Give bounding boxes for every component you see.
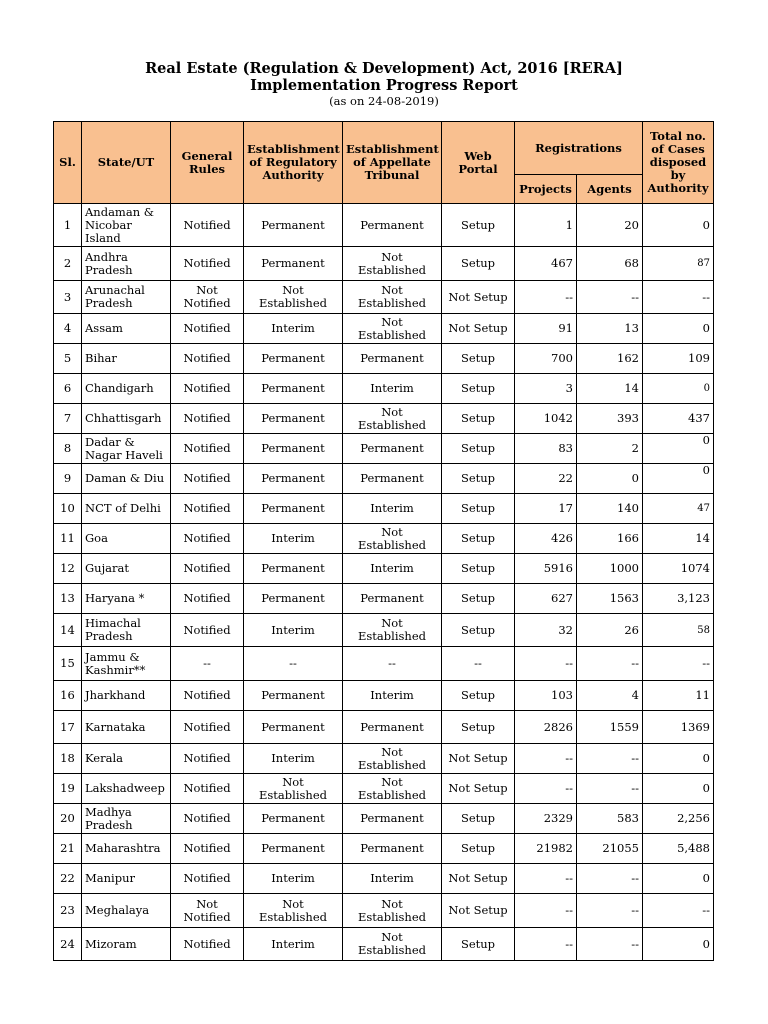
row-projects: 3: [515, 374, 577, 404]
table-row: [54, 524, 714, 554]
row-agents: 1000: [577, 554, 643, 584]
row-projects: 91: [515, 314, 577, 344]
row-projects: 426: [515, 524, 577, 554]
row-web-portal: Setup: [442, 554, 515, 584]
row-general-rules: Notified: [171, 314, 244, 344]
row-regulatory-authority: Interim: [244, 524, 343, 554]
row-cases-disposed: 58: [643, 614, 714, 647]
row-appellate-tribunal: Not Established: [343, 928, 442, 961]
row-web-portal: Setup: [442, 204, 515, 247]
row-appellate-tribunal: --: [343, 647, 442, 681]
table-row: [54, 464, 714, 494]
row-projects: 103: [515, 681, 577, 711]
row-projects: 1: [515, 204, 577, 247]
row-web-portal: Setup: [442, 834, 515, 864]
report-title: Real Estate (Regulation & Development) Act, 2016 [RERA]: [145, 60, 623, 77]
row-projects: --: [515, 928, 577, 961]
row-appellate-tribunal: Permanent: [343, 464, 442, 494]
table-body: [54, 204, 714, 961]
row-cases-disposed: 0: [643, 774, 714, 804]
row-web-portal: Setup: [442, 681, 515, 711]
row-general-rules: Notified: [171, 711, 244, 744]
row-projects: 22: [515, 464, 577, 494]
row-general-rules: Notified: [171, 554, 244, 584]
row-agents: 162: [577, 344, 643, 374]
row-sl: 4: [54, 314, 82, 344]
row-web-portal: Setup: [442, 344, 515, 374]
row-appellate-tribunal: Not Established: [343, 894, 442, 928]
row-projects: 32: [515, 614, 577, 647]
row-appellate-tribunal: Interim: [343, 681, 442, 711]
row-sl: 9: [54, 464, 82, 494]
report-subtitle: Implementation Progress Report: [250, 77, 518, 94]
row-sl: 24: [54, 928, 82, 961]
table-row: [54, 247, 714, 281]
row-cases-disposed: 437: [643, 404, 714, 434]
row-agents: 21055: [577, 834, 643, 864]
row-general-rules: Not Notified: [171, 281, 244, 314]
row-web-portal: Setup: [442, 804, 515, 834]
header-appellate-tribunal: Establishment of Appellate Tribunal: [343, 122, 442, 204]
row-cases-disposed: 87: [643, 247, 714, 281]
row-state: NCT of Delhi: [82, 494, 171, 524]
row-regulatory-authority: Not Established: [244, 281, 343, 314]
row-regulatory-authority: Interim: [244, 744, 343, 774]
table-row: [54, 344, 714, 374]
row-appellate-tribunal: Not Established: [343, 524, 442, 554]
row-cases-disposed: --: [643, 647, 714, 681]
table-row: [54, 834, 714, 864]
row-regulatory-authority: Interim: [244, 864, 343, 894]
row-sl: 6: [54, 374, 82, 404]
row-state: Mizoram: [82, 928, 171, 961]
table-row: [54, 928, 714, 961]
row-state: Goa: [82, 524, 171, 554]
row-state: Chandigarh: [82, 374, 171, 404]
row-appellate-tribunal: Interim: [343, 494, 442, 524]
row-regulatory-authority: Interim: [244, 314, 343, 344]
row-general-rules: Notified: [171, 614, 244, 647]
row-sl: 22: [54, 864, 82, 894]
row-cases-disposed: 1074: [643, 554, 714, 584]
table-row: [54, 614, 714, 647]
row-regulatory-authority: Permanent: [244, 681, 343, 711]
row-web-portal: Setup: [442, 464, 515, 494]
row-general-rules: Notified: [171, 681, 244, 711]
row-appellate-tribunal: Interim: [343, 374, 442, 404]
table-row: [54, 554, 714, 584]
row-agents: --: [577, 894, 643, 928]
row-state: Lakshadweep: [82, 774, 171, 804]
row-projects: 627: [515, 584, 577, 614]
row-cases-disposed: 0: [643, 204, 714, 247]
header-agents: Agents: [577, 175, 643, 204]
row-appellate-tribunal: Not Established: [343, 281, 442, 314]
header-sl: Sl.: [54, 122, 82, 204]
row-agents: --: [577, 647, 643, 681]
row-agents: 14: [577, 374, 643, 404]
row-web-portal: Not Setup: [442, 894, 515, 928]
row-web-portal: Not Setup: [442, 774, 515, 804]
row-sl: 8: [54, 434, 82, 464]
table-row: [54, 404, 714, 434]
row-cases-disposed: 0: [643, 864, 714, 894]
row-sl: 23: [54, 894, 82, 928]
row-regulatory-authority: Interim: [244, 928, 343, 961]
table-row: [54, 894, 714, 928]
row-cases-disposed: --: [643, 894, 714, 928]
row-regulatory-authority: Not Established: [244, 774, 343, 804]
table-row: [54, 374, 714, 404]
row-web-portal: Not Setup: [442, 314, 515, 344]
header-regulatory-authority: Establishment of Regulatory Authority: [244, 122, 343, 204]
row-agents: 2: [577, 434, 643, 464]
row-appellate-tribunal: Permanent: [343, 834, 442, 864]
row-regulatory-authority: Not Established: [244, 894, 343, 928]
row-agents: 166: [577, 524, 643, 554]
row-agents: --: [577, 281, 643, 314]
row-state: Maharashtra: [82, 834, 171, 864]
row-agents: 26: [577, 614, 643, 647]
row-regulatory-authority: Permanent: [244, 434, 343, 464]
row-general-rules: Notified: [171, 584, 244, 614]
row-agents: --: [577, 864, 643, 894]
row-state: Daman & Diu: [82, 464, 171, 494]
row-state: Assam: [82, 314, 171, 344]
row-regulatory-authority: Permanent: [244, 711, 343, 744]
row-web-portal: Setup: [442, 584, 515, 614]
report-title-block: [0, 60, 768, 108]
row-sl: 5: [54, 344, 82, 374]
row-cases-disposed: 1369: [643, 711, 714, 744]
row-general-rules: Notified: [171, 434, 244, 464]
row-sl: 16: [54, 681, 82, 711]
row-regulatory-authority: Permanent: [244, 494, 343, 524]
row-state: Arunachal Pradesh: [82, 281, 171, 314]
row-sl: 14: [54, 614, 82, 647]
row-sl: 15: [54, 647, 82, 681]
row-agents: 140: [577, 494, 643, 524]
row-web-portal: Setup: [442, 524, 515, 554]
row-appellate-tribunal: Interim: [343, 864, 442, 894]
row-cases-disposed: 0: [643, 314, 714, 344]
table-row: [54, 647, 714, 681]
row-web-portal: Setup: [442, 404, 515, 434]
row-general-rules: Notified: [171, 247, 244, 281]
row-projects: 21982: [515, 834, 577, 864]
header-projects: Projects: [515, 175, 577, 204]
row-web-portal: Setup: [442, 434, 515, 464]
row-projects: --: [515, 281, 577, 314]
row-regulatory-authority: Permanent: [244, 344, 343, 374]
row-agents: --: [577, 928, 643, 961]
row-cases-disposed: 2,256: [643, 804, 714, 834]
row-general-rules: Notified: [171, 374, 244, 404]
row-sl: 10: [54, 494, 82, 524]
row-appellate-tribunal: Permanent: [343, 584, 442, 614]
table-row: [54, 584, 714, 614]
row-general-rules: Notified: [171, 404, 244, 434]
row-projects: 1042: [515, 404, 577, 434]
row-projects: --: [515, 864, 577, 894]
row-agents: 0: [577, 464, 643, 494]
row-projects: 5916: [515, 554, 577, 584]
row-general-rules: Notified: [171, 804, 244, 834]
row-appellate-tribunal: Not Established: [343, 744, 442, 774]
row-appellate-tribunal: Not Established: [343, 774, 442, 804]
row-sl: 18: [54, 744, 82, 774]
row-regulatory-authority: Permanent: [244, 804, 343, 834]
row-regulatory-authority: Permanent: [244, 554, 343, 584]
row-state: Andaman & Nicobar Island: [82, 204, 171, 247]
table-row: [54, 711, 714, 744]
row-cases-disposed: 0: [643, 744, 714, 774]
header-web-portal: Web Portal: [442, 122, 515, 204]
row-general-rules: Notified: [171, 494, 244, 524]
row-web-portal: Not Setup: [442, 281, 515, 314]
row-state: Himachal Pradesh: [82, 614, 171, 647]
row-agents: --: [577, 744, 643, 774]
row-sl: 2: [54, 247, 82, 281]
row-sl: 7: [54, 404, 82, 434]
row-state: Chhattisgarh: [82, 404, 171, 434]
row-projects: --: [515, 894, 577, 928]
row-web-portal: Setup: [442, 247, 515, 281]
row-cases-disposed: 5,488: [643, 834, 714, 864]
row-projects: --: [515, 744, 577, 774]
row-cases-disposed: 47: [643, 494, 714, 524]
row-regulatory-authority: --: [244, 647, 343, 681]
row-cases-disposed: 0: [643, 464, 714, 494]
row-sl: 13: [54, 584, 82, 614]
row-appellate-tribunal: Not Established: [343, 404, 442, 434]
row-cases-disposed: 11: [643, 681, 714, 711]
row-projects: 467: [515, 247, 577, 281]
row-state: Dadar & Nagar Haveli: [82, 434, 171, 464]
row-agents: 68: [577, 247, 643, 281]
row-general-rules: Notified: [171, 864, 244, 894]
row-sl: 19: [54, 774, 82, 804]
row-general-rules: Notified: [171, 464, 244, 494]
row-projects: 2329: [515, 804, 577, 834]
row-cases-disposed: 0: [643, 928, 714, 961]
table-row: [54, 804, 714, 834]
row-state: Bihar: [82, 344, 171, 374]
row-sl: 11: [54, 524, 82, 554]
table-row: [54, 314, 714, 344]
row-appellate-tribunal: Not Established: [343, 247, 442, 281]
table-row: [54, 774, 714, 804]
row-state: Karnataka: [82, 711, 171, 744]
row-agents: 13: [577, 314, 643, 344]
row-cases-disposed: --: [643, 281, 714, 314]
rera-progress-table: [53, 121, 714, 961]
row-regulatory-authority: Permanent: [244, 404, 343, 434]
row-cases-disposed: 14: [643, 524, 714, 554]
row-regulatory-authority: Permanent: [244, 584, 343, 614]
row-state: Manipur: [82, 864, 171, 894]
row-projects: --: [515, 647, 577, 681]
row-state: Madhya Pradesh: [82, 804, 171, 834]
row-projects: 83: [515, 434, 577, 464]
row-agents: 1563: [577, 584, 643, 614]
row-general-rules: Notified: [171, 344, 244, 374]
row-regulatory-authority: Permanent: [244, 204, 343, 247]
row-sl: 3: [54, 281, 82, 314]
table-row: [54, 434, 714, 464]
row-sl: 1: [54, 204, 82, 247]
row-cases-disposed: 3,123: [643, 584, 714, 614]
row-web-portal: Not Setup: [442, 744, 515, 774]
row-appellate-tribunal: Permanent: [343, 344, 442, 374]
row-web-portal: Setup: [442, 928, 515, 961]
table-row: [54, 204, 714, 247]
row-general-rules: Notified: [171, 834, 244, 864]
row-projects: 2826: [515, 711, 577, 744]
row-appellate-tribunal: Permanent: [343, 711, 442, 744]
row-projects: 17: [515, 494, 577, 524]
row-web-portal: --: [442, 647, 515, 681]
row-regulatory-authority: Permanent: [244, 834, 343, 864]
row-sl: 21: [54, 834, 82, 864]
row-general-rules: Notified: [171, 928, 244, 961]
row-web-portal: Setup: [442, 711, 515, 744]
row-regulatory-authority: Permanent: [244, 464, 343, 494]
row-regulatory-authority: Permanent: [244, 374, 343, 404]
header-cases-disposed: Total no. of Cases disposed by Authority: [643, 122, 714, 204]
table-row: [54, 864, 714, 894]
row-state: Meghalaya: [82, 894, 171, 928]
row-general-rules: Notified: [171, 744, 244, 774]
row-web-portal: Not Setup: [442, 864, 515, 894]
row-sl: 17: [54, 711, 82, 744]
row-sl: 20: [54, 804, 82, 834]
row-state: Jammu & Kashmir**: [82, 647, 171, 681]
row-appellate-tribunal: Permanent: [343, 204, 442, 247]
row-appellate-tribunal: Permanent: [343, 804, 442, 834]
row-agents: 20: [577, 204, 643, 247]
row-general-rules: --: [171, 647, 244, 681]
row-agents: --: [577, 774, 643, 804]
row-web-portal: Setup: [442, 494, 515, 524]
row-appellate-tribunal: Not Established: [343, 614, 442, 647]
row-regulatory-authority: Permanent: [244, 247, 343, 281]
row-appellate-tribunal: Not Established: [343, 314, 442, 344]
row-cases-disposed: 109: [643, 344, 714, 374]
row-web-portal: Setup: [442, 374, 515, 404]
row-state: Jharkhand: [82, 681, 171, 711]
row-general-rules: Notified: [171, 204, 244, 247]
row-projects: --: [515, 774, 577, 804]
row-agents: 1559: [577, 711, 643, 744]
row-projects: 700: [515, 344, 577, 374]
header-state: State/UT: [82, 122, 171, 204]
row-cases-disposed: 0: [643, 434, 714, 464]
row-agents: 393: [577, 404, 643, 434]
row-web-portal: Setup: [442, 614, 515, 647]
header-general-rules: General Rules: [171, 122, 244, 204]
row-general-rules: Notified: [171, 524, 244, 554]
header-registrations: Registrations: [515, 122, 643, 175]
row-agents: 4: [577, 681, 643, 711]
row-general-rules: Not Notified: [171, 894, 244, 928]
row-sl: 12: [54, 554, 82, 584]
row-cases-disposed: 0: [643, 374, 714, 404]
row-appellate-tribunal: Permanent: [343, 434, 442, 464]
row-general-rules: Notified: [171, 774, 244, 804]
table-row: [54, 681, 714, 711]
row-state: Andhra Pradesh: [82, 247, 171, 281]
row-state: Gujarat: [82, 554, 171, 584]
row-state: Haryana *: [82, 584, 171, 614]
table-row: [54, 744, 714, 774]
table-row: [54, 281, 714, 314]
report-date: (as on 24-08-2019): [329, 94, 439, 108]
row-state: Kerala: [82, 744, 171, 774]
table-row: [54, 494, 714, 524]
row-regulatory-authority: Interim: [244, 614, 343, 647]
row-agents: 583: [577, 804, 643, 834]
row-appellate-tribunal: Interim: [343, 554, 442, 584]
